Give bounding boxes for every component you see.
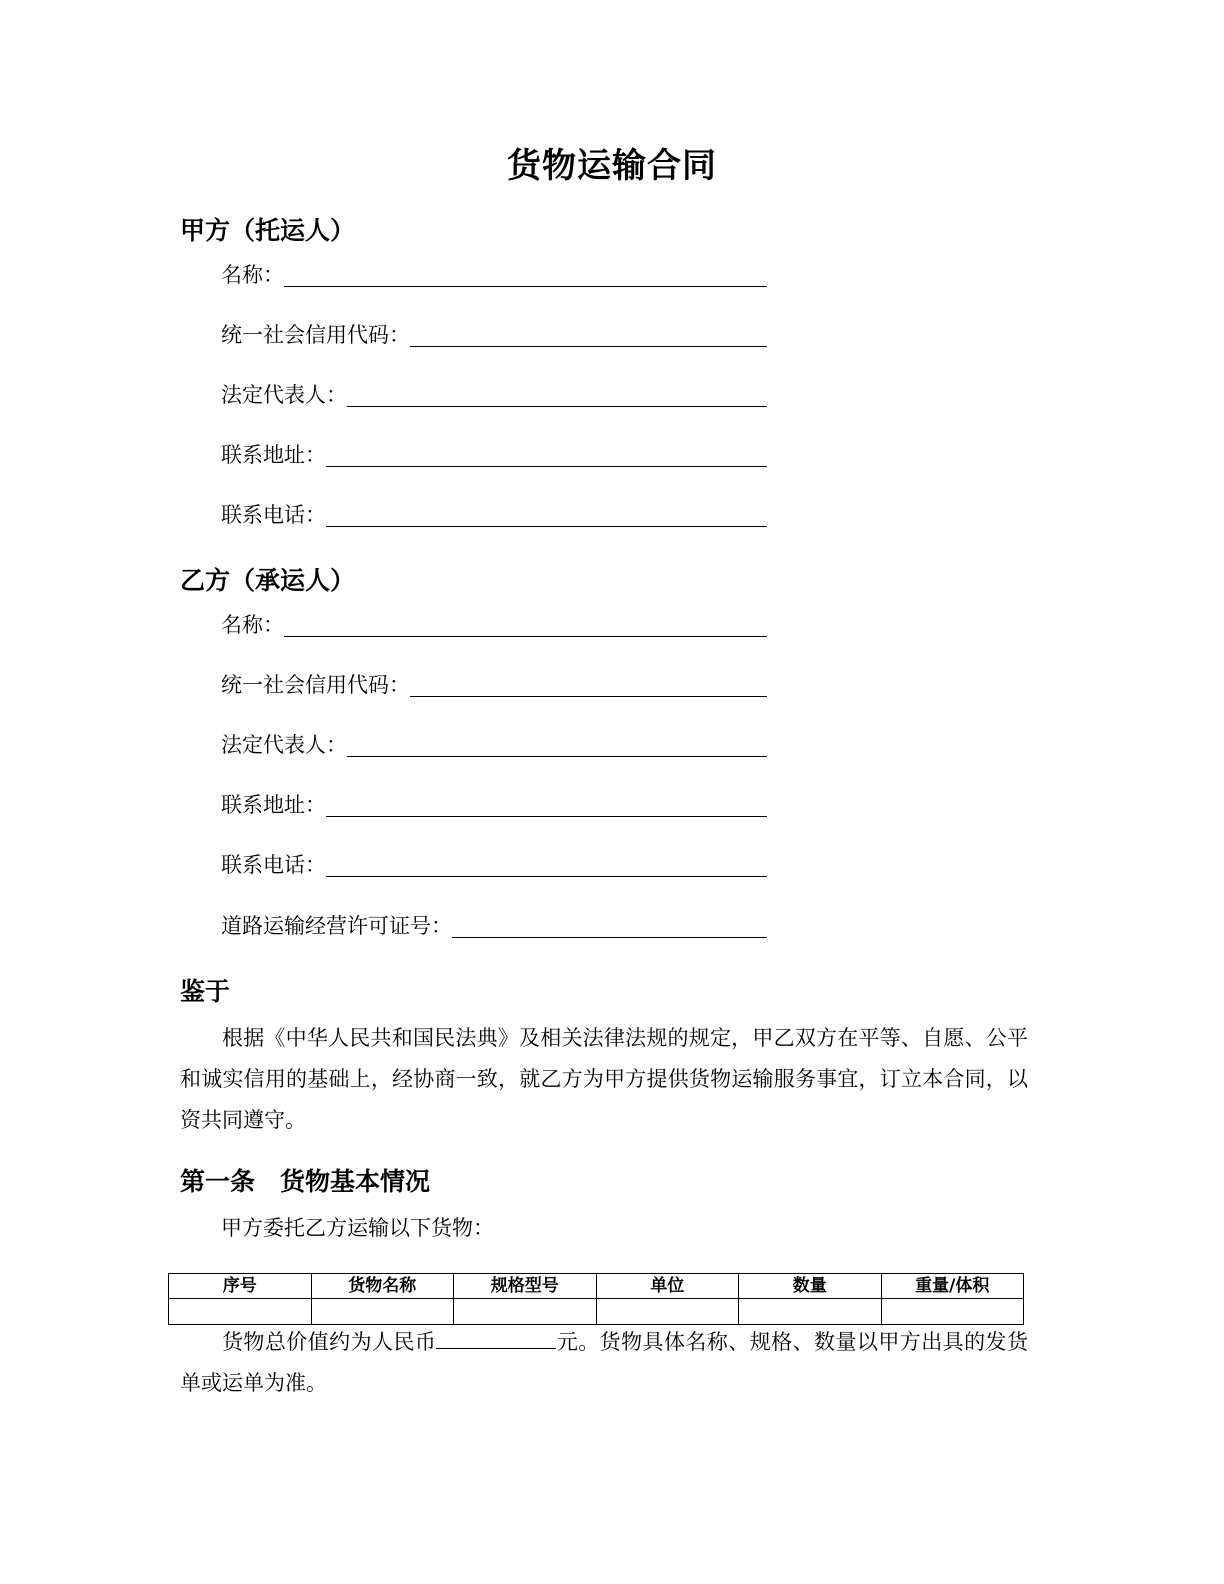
goods-cell-unit[interactable] — [596, 1299, 739, 1325]
party-a-credit-code-blank[interactable] — [410, 345, 767, 347]
party-b-license-field[interactable] — [221, 909, 767, 943]
party-a-heading: 甲方（托运人） — [180, 216, 356, 245]
party-b-credit-code-blank[interactable] — [410, 695, 767, 697]
party-a-legal-rep-label: 法定代表人： — [221, 383, 347, 407]
party-a-name-field[interactable] — [221, 258, 767, 292]
party-b-legal-rep-field[interactable] — [221, 728, 767, 762]
party-b-name-blank[interactable] — [284, 635, 767, 637]
party-b-name-field[interactable] — [221, 608, 767, 642]
party-a-address-field[interactable] — [221, 438, 767, 472]
goods-col-name: 货物名称 — [311, 1274, 454, 1299]
party-b-address-blank[interactable] — [326, 815, 767, 817]
party-b-phone-blank[interactable] — [326, 875, 767, 877]
party-b-phone-field[interactable] — [221, 848, 767, 882]
goods-cell-seq[interactable] — [169, 1299, 312, 1325]
party-a-phone-blank[interactable] — [326, 525, 767, 527]
party-a-legal-rep-blank[interactable] — [347, 405, 767, 407]
goods-cell-name[interactable] — [311, 1299, 454, 1325]
party-b-license-label: 道路运输经营许可证号： — [221, 914, 452, 938]
goods-col-quantity: 数量 — [739, 1274, 882, 1299]
goods-table — [168, 1273, 1024, 1325]
party-b-license-blank[interactable] — [452, 936, 767, 938]
document-title: 货物运输合同 — [507, 146, 717, 186]
goods-value-text-before: 货物总价值约为人民币 — [222, 1330, 437, 1354]
goods-col-seq: 序号 — [169, 1274, 312, 1299]
party-b-name-label: 名称： — [221, 613, 284, 637]
party-a-name-label: 名称： — [221, 263, 284, 287]
party-b-credit-code-field[interactable] — [221, 668, 767, 702]
party-a-phone-label: 联系电话： — [221, 503, 326, 527]
goods-value-blank[interactable] — [436, 1330, 556, 1349]
goods-cell-spec[interactable] — [454, 1299, 597, 1325]
party-b-credit-code-label: 统一社会信用代码： — [221, 673, 410, 697]
party-b-address-label: 联系地址： — [221, 793, 326, 817]
goods-value-paragraph — [180, 1322, 1028, 1404]
article1-intro: 甲方委托乙方运输以下货物： — [221, 1216, 494, 1240]
goods-value-text-after: 元。货物具体名称、规格、数量以甲方出具的发货单或运单为准。 — [180, 1330, 1028, 1395]
party-b-legal-rep-blank[interactable] — [347, 755, 767, 757]
party-a-phone-field[interactable] — [221, 498, 767, 532]
party-a-credit-code-label: 统一社会信用代码： — [221, 323, 410, 347]
party-a-name-blank[interactable] — [284, 285, 767, 287]
goods-col-weight-volume: 重量/体积 — [881, 1274, 1024, 1299]
article1-heading: 第一条 货物基本情况 — [180, 1167, 431, 1196]
goods-col-spec: 规格型号 — [454, 1274, 597, 1299]
party-b-legal-rep-label: 法定代表人： — [221, 733, 347, 757]
party-b-address-field[interactable] — [221, 788, 767, 822]
party-b-phone-label: 联系电话： — [221, 853, 326, 877]
party-a-credit-code-field[interactable] — [221, 318, 767, 352]
goods-col-unit: 单位 — [596, 1274, 739, 1299]
goods-cell-weight-volume[interactable] — [881, 1299, 1024, 1325]
whereas-paragraph: 根据《中华人民共和国民法典》及相关法律法规的规定，甲乙双方在平等、自愿、公平和诚实信用的基础上，经协商一致，就乙方为甲方提供货物运输服务事宜，订立本合同，以资共同遵守。 — [180, 1026, 1028, 1132]
whereas-heading: 鉴于 — [180, 977, 231, 1006]
goods-table-header-row — [169, 1274, 1024, 1299]
goods-cell-quantity[interactable] — [739, 1299, 882, 1325]
party-a-address-blank[interactable] — [326, 465, 767, 467]
party-b-heading: 乙方（承运人） — [180, 566, 356, 595]
party-a-address-label: 联系地址： — [221, 443, 326, 467]
party-a-legal-rep-field[interactable] — [221, 378, 767, 412]
table-row — [169, 1299, 1024, 1325]
